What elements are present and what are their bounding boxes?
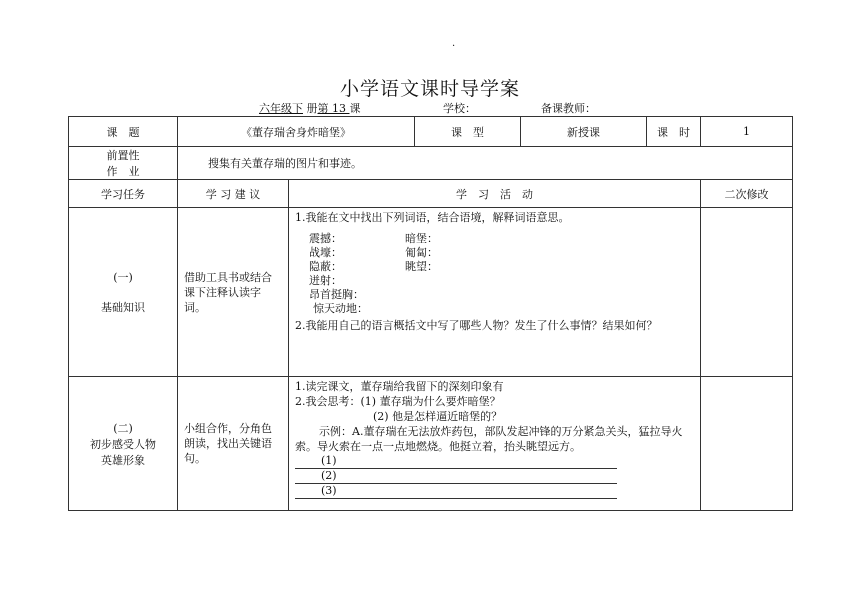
hours-label: 课 时 (647, 117, 701, 147)
section1-task (69, 208, 178, 377)
vocab-word: 昂首挺胸： (309, 288, 364, 301)
type-value: 新授课 (521, 117, 647, 147)
lesson-prefix: 第 (317, 102, 329, 115)
vocab-word: 惊天动地： (313, 302, 368, 315)
section2-name-line1: 初步感受人物 (90, 437, 156, 451)
section2-revision (701, 377, 793, 511)
hours-value: 1 (701, 117, 793, 147)
section2-q2: 2.我会思考：(1) 董存瑞为什么要炸暗堡？ (295, 395, 501, 408)
column-header-row (69, 180, 793, 208)
col-advice: 学 习 建 议 (178, 180, 289, 208)
page-dot: . (452, 38, 456, 49)
vocab-word: 隐蔽： (309, 260, 342, 273)
type-label: 课 型 (415, 117, 521, 147)
section2-q1: 1.读完课文，董存瑞给我留下的深刻印象有 (295, 380, 504, 393)
answer-blank-2[interactable]: (2) (295, 469, 617, 484)
section1-activity (289, 208, 701, 377)
grade-value: 六年级下 (259, 102, 303, 115)
prep-label-line1: 前置性 (106, 149, 140, 162)
topic-value: 《董存瑞舍身炸暗堡》 (178, 117, 415, 147)
vocab-word: 匍匐： (405, 246, 438, 259)
section2-task (69, 377, 178, 511)
section1-row (69, 208, 793, 377)
header-row (69, 117, 793, 147)
section2-q2b: (2) 他是怎样逼近暗堡的？ (373, 410, 503, 423)
section1-number: (一) (113, 271, 133, 284)
section2-advice: 小组合作，分角色朗读，找出关键语句。 (178, 377, 289, 511)
section2-row (69, 377, 793, 511)
section1-advice: 借助工具书或结合课下注释认读字词。 (178, 208, 289, 377)
lesson-suffix: 课 (349, 102, 361, 115)
school-label: 学校： (443, 102, 476, 115)
prep-label (69, 147, 178, 180)
col-activity: 学 习 活 动 (289, 180, 701, 208)
section1-q1: 1.我能在文中找出下列词语，结合语境，解释词语意思。 (295, 211, 570, 224)
section2-number: (二) (113, 421, 133, 435)
section2-example: 示例：A.董存瑞在无法放炸药包，部队发起冲锋的万分紧急关头，猛拉导火索。导火索在一点一点地燃烧。他挺立着，抬头眺望远方。 (295, 425, 683, 453)
prep-row (69, 147, 793, 180)
answer-blank-3[interactable]: (3) (295, 484, 617, 499)
col-task: 学习任务 (69, 180, 178, 208)
lesson-plan-table (68, 116, 793, 511)
vocab-list (295, 228, 694, 315)
grade-line (259, 100, 361, 116)
vocab-word: 震撼： (309, 232, 342, 245)
vocab-word: 迸射： (309, 274, 342, 287)
vocab-word: 战壕： (309, 246, 342, 259)
col-revision: 二次修改 (701, 180, 793, 208)
page-title: 小学语文课时导学案 (339, 78, 520, 100)
section1-q2: 2.我能用自己的语言概括文中写了哪些人物？发生了什么事情？结果如何？ (295, 319, 658, 332)
answer-blank-1[interactable]: (1) (295, 454, 617, 469)
section2-activity (289, 377, 701, 511)
lesson-number: 13 (328, 102, 350, 115)
vocab-word: 眺望： (405, 260, 438, 273)
vocab-word: 暗堡： (405, 232, 438, 245)
section1-revision (701, 208, 793, 377)
book-text: 册 (303, 102, 318, 115)
section2-name-line2: 英雄形象 (101, 453, 145, 467)
prep-content: 搜集有关董存瑞的图片和事迹。 (178, 147, 793, 180)
prep-label-line2: 作 业 (106, 165, 140, 178)
teacher-label: 备课教师： (541, 102, 596, 115)
topic-label: 课 题 (69, 117, 178, 147)
section1-name: 基础知识 (101, 301, 145, 314)
